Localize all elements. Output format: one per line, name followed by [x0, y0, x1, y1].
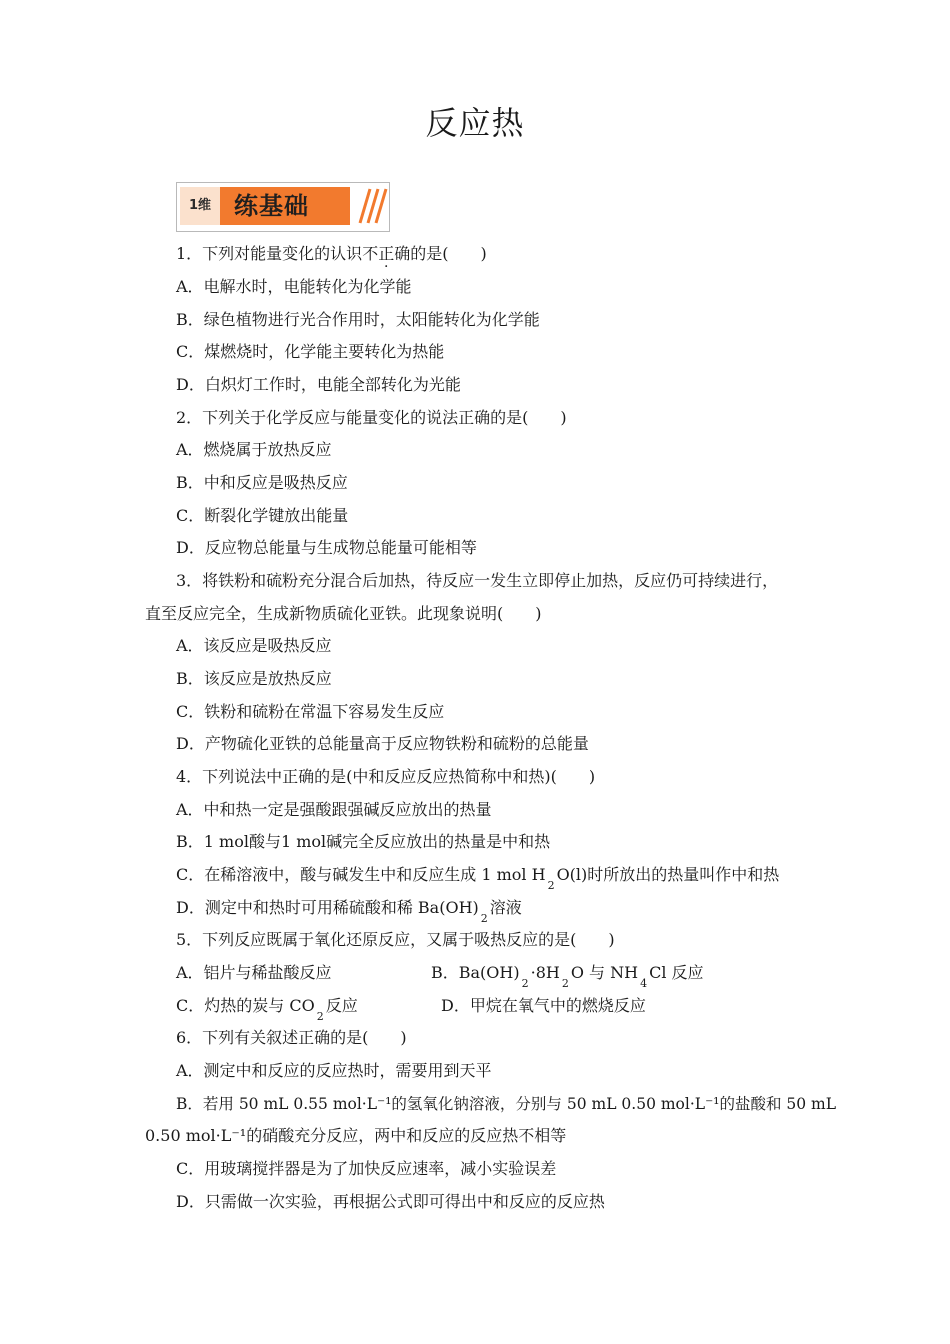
banner-tag: 1维	[180, 187, 220, 225]
q4-option-b: B．1 mol酸与1 mol碱完全反应放出的热量是中和热	[176, 832, 551, 851]
q2-option-a: A．燃烧属于放热反应	[176, 440, 332, 459]
q6-option-b-cont: 0.50 mol·L⁻¹的硝酸充分反应，两中和反应的反应热不相等	[145, 1126, 567, 1145]
question-1-stem-part: 的是( )	[410, 244, 487, 263]
q4-option-c	[176, 865, 780, 892]
q6-option-a: A．测定中和反应的反应热时，需要用到天平	[176, 1061, 492, 1080]
emphasis-text: 不正确	[362, 244, 411, 263]
q4-option-d	[176, 898, 522, 925]
q2-option-c: C．断裂化学键放出能量	[176, 506, 349, 525]
question-4-stem: 4．下列说法中正确的是(中和反应反应热简称中和热)( )	[176, 767, 596, 786]
q4-option-d-part: 溶液	[489, 898, 522, 917]
q1-option-c: C．煤燃烧时，化学能主要转化为热能	[176, 342, 445, 361]
q6-option-d: D．只需做一次实验，再根据公式即可得出中和反应的反应热	[176, 1192, 605, 1211]
question-2-stem: 2．下列关于化学反应与能量变化的说法正确的是( )	[176, 408, 567, 427]
question-5-stem: 5．下列反应既属于氧化还原反应，又属于吸热反应的是( )	[176, 930, 615, 949]
q3-option-a: A．该反应是吸热反应	[176, 636, 332, 655]
q5-option-c-part: 反应	[325, 996, 358, 1015]
question-3-stem: 3．将铁粉和硫粉充分混合后加热，待反应一发生立即停止加热，反应仍可持续进行，	[176, 571, 779, 590]
q4-option-c-part: C．在稀溶液中，酸与碱发生中和反应生成 1 mol H	[176, 865, 546, 884]
subscript: 2	[480, 912, 488, 925]
q5-option-c-part: C．灼热的炭与 CO	[176, 996, 315, 1015]
q5-option-b-part: B．Ba(OH)	[431, 963, 520, 982]
banner-label: 练基础	[234, 192, 309, 220]
q6-option-c: C．用玻璃搅拌器是为了加快反应速率，减小实验误差	[176, 1159, 557, 1178]
q6-option-b: B．若用 50 mL 0.55 mol·L⁻¹的氢氧化钠溶液，分别与 50 mL 0.50 mol·L⁻¹的盐酸和 50 mL	[176, 1095, 837, 1113]
question-1-stem-part: 1．下列对能量变化的认识	[176, 244, 363, 263]
q5-option-c	[176, 996, 358, 1023]
q5-option-b-part: Cl 反应	[649, 963, 704, 982]
q5-option-b-part: O 与 NH	[570, 963, 639, 982]
q2-option-d: D．反应物总能量与生成物总能量可能相等	[176, 538, 477, 557]
subscript: 2	[316, 1010, 324, 1023]
q4-option-c-part: O(l)时所放出的热量叫作中和热	[556, 865, 780, 884]
q5-option-b-part: ·8H	[530, 963, 560, 982]
subscript: 2	[547, 879, 555, 892]
q3-option-c: C．铁粉和硫粉在常温下容易发生反应	[176, 702, 445, 721]
q5-option-b	[431, 963, 704, 990]
subscript: 4	[640, 977, 648, 990]
q3-option-d: D．产物硫化亚铁的总能量高于反应物铁粉和硫粉的总能量	[176, 734, 589, 753]
question-3-stem-cont: 直至反应完全，生成新物质硫化亚铁。此现象说明( )	[145, 604, 542, 623]
q1-option-a: A．电解水时，电能转化为化学能	[176, 277, 412, 296]
q2-option-b: B．中和反应是吸热反应	[176, 473, 348, 492]
question-6-stem: 6．下列有关叙述正确的是( )	[176, 1028, 407, 1047]
section-banner	[176, 182, 390, 232]
q4-option-d-part: D．测定中和热时可用稀硫酸和稀 Ba(OH)	[176, 898, 479, 917]
q5-option-a: A．铝片与稀盐酸反应	[176, 963, 332, 982]
q1-option-b: B．绿色植物进行光合作用时，太阳能转化为化学能	[176, 310, 540, 329]
subscript: 2	[561, 977, 569, 990]
q5-option-d: D．甲烷在氧气中的燃烧反应	[441, 996, 646, 1015]
subscript: 2	[521, 977, 529, 990]
q4-option-a: A．中和热一定是强酸跟强碱反应放出的热量	[176, 800, 492, 819]
q1-option-d: D．白炽灯工作时，电能全部转化为光能	[176, 375, 461, 394]
question-1-stem	[176, 244, 487, 264]
page-title: 反应热	[425, 104, 525, 142]
q3-option-b: B．该反应是放热反应	[176, 669, 332, 688]
slash-stripes-icon	[346, 187, 388, 225]
